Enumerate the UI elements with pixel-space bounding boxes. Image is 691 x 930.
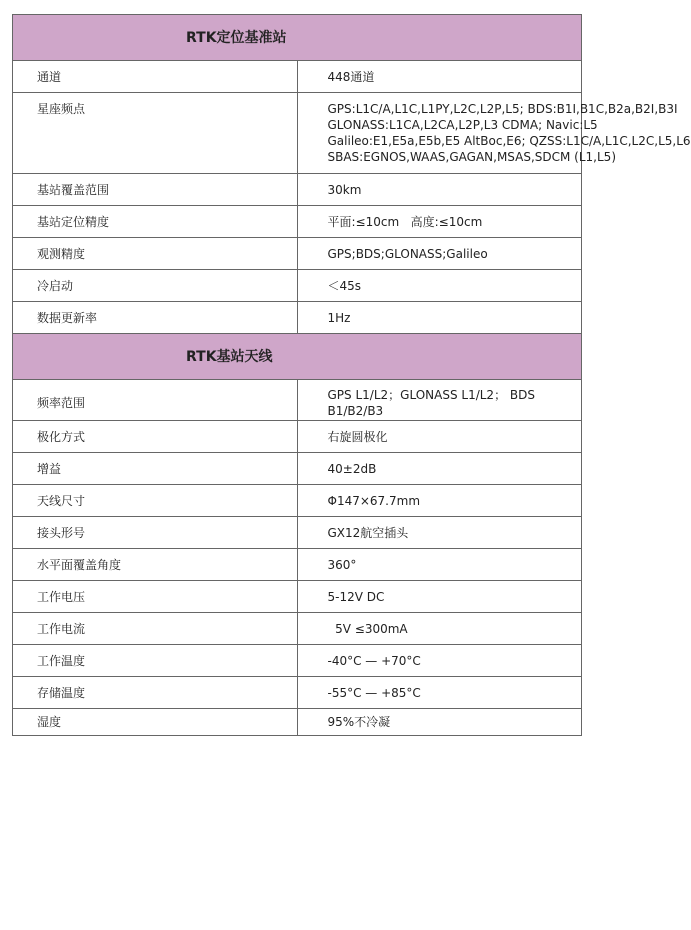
- table-row: [13, 380, 582, 421]
- row-label: 工作温度: [13, 645, 298, 677]
- row-value: GX12航空插头: [297, 517, 582, 549]
- table-row: [13, 61, 582, 93]
- row-label: 星座频点: [13, 93, 298, 174]
- table-row: [13, 453, 582, 485]
- row-label: 极化方式: [13, 421, 298, 453]
- row-value: 40±2dB: [297, 453, 582, 485]
- table-row: [13, 238, 582, 270]
- row-value: 5-12V DC: [297, 581, 582, 613]
- row-label: 基站覆盖范围: [13, 174, 298, 206]
- table-row: [13, 549, 582, 581]
- row-value: -55°C — +85°C: [297, 677, 582, 709]
- section-header-row: [13, 334, 582, 380]
- row-label: 频率范围: [13, 380, 298, 421]
- row-label: 数据更新率: [13, 302, 298, 334]
- row-label: 接头形号: [13, 517, 298, 549]
- row-label: 工作电压: [13, 581, 298, 613]
- row-value: 1Hz: [297, 302, 582, 334]
- value-line: Galileo:E1,E5a,E5b,E5 AltBoc,E6; QZSS:L1C/A,L1C,L2C,L5,L6: [327, 134, 691, 148]
- row-value: -40°C — +70°C: [297, 645, 582, 677]
- table-row: [13, 517, 582, 549]
- row-value: 右旋圆极化: [297, 421, 582, 453]
- row-label: 基站定位精度: [13, 206, 298, 238]
- section-header-row: [13, 15, 582, 61]
- table-row: [13, 270, 582, 302]
- row-label: 存储温度: [13, 677, 298, 709]
- value-line: GPS:L1C/A,L1C,L1PY,L2C,L2P,L5; BDS:B1I,B1C,B2a,B2I,B3I: [327, 102, 678, 116]
- row-value: 448通道: [297, 61, 582, 93]
- row-label: 天线尺寸: [13, 485, 298, 517]
- row-value: ＜45s: [297, 270, 582, 302]
- row-label: 冷启动: [13, 270, 298, 302]
- table-row: [13, 709, 582, 736]
- table-row: [13, 581, 582, 613]
- row-label: 工作电流: [13, 613, 298, 645]
- table-row: [13, 421, 582, 453]
- table-row: [13, 174, 582, 206]
- row-value: 5V ≤300mA: [297, 613, 582, 645]
- row-value: GPS;BDS;GLONASS;Galileo: [297, 238, 582, 270]
- row-label: 通道: [13, 61, 298, 93]
- section-title-base-station: RTK定位基准站: [13, 15, 582, 61]
- row-label: 水平面覆盖角度: [13, 549, 298, 581]
- row-value: 95%不冷凝: [297, 709, 582, 736]
- row-value: 平面:≤10cm 高度:≤10cm: [297, 206, 582, 238]
- row-label: 观测精度: [13, 238, 298, 270]
- table-row: [13, 93, 582, 174]
- value-line: SBAS:EGNOS,WAAS,GAGAN,MSAS,SDCM (L1,L5): [327, 150, 616, 164]
- row-value: Φ147×67.7mm: [297, 485, 582, 517]
- row-value-multiline: [297, 93, 691, 174]
- row-label: 湿度: [13, 709, 298, 736]
- table-row: [13, 302, 582, 334]
- table-row: [13, 485, 582, 517]
- table-row: [13, 206, 582, 238]
- table-row: [13, 677, 582, 709]
- row-value: 360°: [297, 549, 582, 581]
- row-label: 增益: [13, 453, 298, 485]
- spec-table: [12, 14, 691, 736]
- row-value: GPS L1/L2；GLONASS L1/L2； BDS B1/B2/B3: [297, 380, 582, 421]
- row-value: 30km: [297, 174, 582, 206]
- table-row: [13, 613, 582, 645]
- section-title-antenna: RTK基站天线: [13, 334, 582, 380]
- table-row: [13, 645, 582, 677]
- value-line: GLONASS:L1CA,L2CA,L2P,L3 CDMA; Navic:L5: [327, 118, 598, 132]
